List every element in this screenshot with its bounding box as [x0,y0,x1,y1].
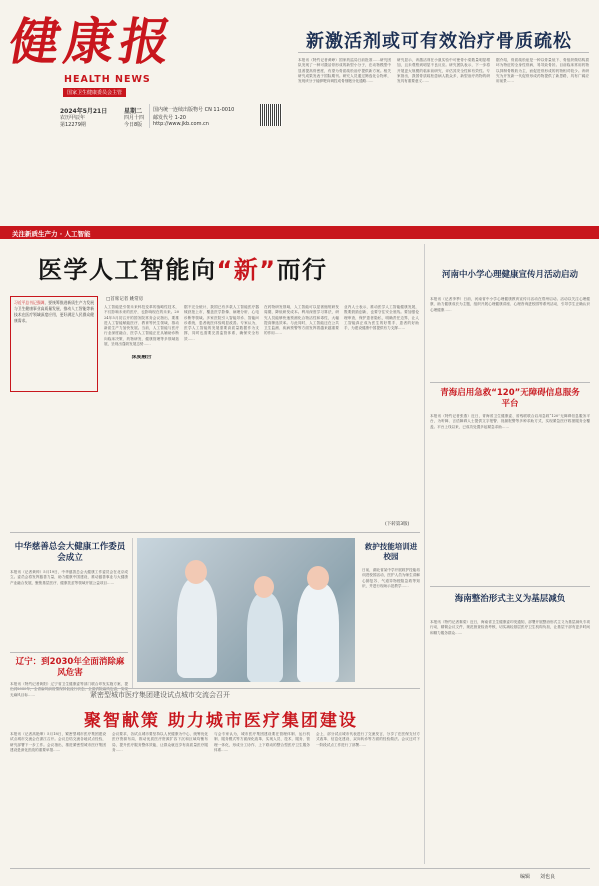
main-headline-pre: 医学人工智能向 [38,256,217,284]
section-banner-label: 关注新质生产力 · 人工智能 [12,230,91,238]
issue-cn: 国内统一连续出版物号 CN 11-0010 [153,107,235,113]
side-title-henan: 河南中小学心理健康宣传月活动启动 [441,270,578,280]
continued-note: (下转第3版) [385,522,410,527]
sidebar-note: 习近平总书记强调 [14,300,45,305]
sidebar-quote-text: 习近平总书记强调，要统筹推进新质生产力发展与卫生健康事业高质量发展，推动人工智能等新技术在医疗领域深度应用，更好满足人民群众健康需求。 [14,300,94,323]
footer-editor-name: 刘也良 [540,874,556,880]
bottom-article-col4: 会上，部分试点城市代表进行了交流发言，分享了在医保支付方式改革、信息化建设、双向转诊等方面的经验做法。会议还对下一阶段试点工作进行了部署…… [316,732,420,747]
bottom-article-col2: 会议要求，各试点城市要坚持以人民健康为中心，统筹优化医疗资源布局，推动优质医疗资源扩容下沉和区域均衡布局，提升医疗服务整体效能，让群众就近享有高质量医疗服务…… [112,732,208,752]
side-article-henan: 本报讯（记者李季）日前，河南省中小学心理健康教育宣传月活动在郑州启动。活动以关注心理健康、助力健康成长为主题，组织开展心理健康讲座、心理咨询进校园等系列活动，引导学生正确认识心理健康…… [430,297,590,312]
bottom-headline: 聚智献策 助力城市医疗集团建设 [84,711,358,731]
top-article-col2: 研究显示，该激活剂在小鼠实验中可使骨小梁数量明显增加，且未观察到明显不良反应。研究团队表示，下一步将开展更大规模的临床前研究，评估其安全性和有效性。专家指出，我国骨质疏松患病人数众多，新型治疗药物的研发具有重要意义…… [397,58,490,84]
issue-lunar-day: 四月十四 [124,115,145,121]
masthead-subtitle: 国家卫生健康委员会主管 [63,88,126,97]
bottom-kicker: 紧密型城市医疗集团建设试点城市交流会召开 [90,691,230,699]
issue-lunar: 农历甲辰年 [60,115,86,121]
masthead-logo: 健康报 [4,12,181,71]
issue-number: 第12279期 [60,122,86,128]
main-headline-word: 新 [233,256,260,284]
issue-postal: 邮发代号 1-20 [153,115,186,121]
photo-caption-title: 救护技能培训进校园 [364,542,418,561]
news-photo [137,538,355,682]
side-title-qinghai: 青海启用急救“120”无障碍信息服务平台 [440,388,580,409]
mid-title-liaoning: 辽宁：到2030年全面消除麻风危害 [15,657,125,678]
bottom-article-col1: 本报讯（记者高艳坤）5月18日，紧密型城市医疗集团建设试点城市交流会在浙江召开。会议总结交流各地试点经验，研究部署下一步工作。会议指出，推进紧密型城市医疗集团建设是深化医改的重要举措…… [10,732,106,752]
main-article-col1: 人工智能是引领未来科技变革的战略性技术，不仅影响未来的医疗，也影响现在的未来。2024年5月初召开的国务院常务会议指出，要推进人工智能赋能医疗、教育等民生领域，推动新质生产力加快发展。当前，人工智能与医疗行业深度融合，医学人工智能正在从辅助诊断向临床决策、药物研发、健康管理等多领域拓展，呈现出蓬勃发展态势…… [104,305,179,347]
footer-editor-label: 编辑 [520,874,531,880]
main-article-col2: 据不完全统计，我国已有多款人工智能医疗器械获批上市，覆盖医学影像、病理分析、心电诊断等领域。多家医院引入智能导诊、智能问诊系统，患者就医体验明显改善。专家认为，医学人工智能的发展需要高质量数据作为支撑，同时也需要完善监管体系，确保安全有效…… [184,305,259,341]
mid-article-liaoning: 本报讯（特约记者黄阳）辽宁省卫生健康委等部门联合印发实施方案，提出到2030年，全省麻风病疫情保持低流行状态，全面消除麻风危害，实现无麻风目标…… [10,682,128,697]
main-headline [38,250,328,285]
side-article-qinghai: 本报讯（特约记者张燕）近日，青海省卫生健康委、省残联联合启用急救“120”无障碍信息服务平台，为听障、言语障碍人士提供文字报警、视频报警等多种求助方式，实现紧急医疗救援服务全覆盖。平台上线以来，已成功处置多起紧急求助…… [430,414,590,429]
issue-weekday: 星期二 [124,108,143,115]
top-article-col3: 据介绍，骨质疏松症是一种以骨量低下、骨组织微结构损坏为特征的全身性骨病，易导致骨折。目前临床常用药物以抑制骨吸收为主，而促进骨形成的药物相对较少。该研究为开发新一代促骨形成药物提供了新思路，具有广阔应用前景…… [496,58,589,84]
mid-title-charity: 中华慈善总会大健康工作委员会成立 [14,542,126,563]
top-headline: 新激活剂或可有效治疗骨质疏松 [306,31,572,52]
photo-caption-text: 日前，湖北省某中学开展救护技能培训进校园活动，医护人员为师生讲解心肺复苏、气道异物梗阻急救等知识，并进行现场示范教学…… [362,568,420,588]
side-title-hainan: 海南整治形式主义为基层减负 [454,594,566,604]
mid-article-charity: 本报讯（记者黄帅）5月19日，中华慈善总会大健康工作委员会在北京成立。委员会将发挥慈善力量，助力健康中国建设，推动慈善事业与大健康产业融合发展，聚焦基层医疗、健康扶贫等领域开展公益项目…… [10,570,128,585]
main-subhead: 深度融合 [131,355,152,360]
qr-code [260,104,282,126]
bottom-article-col3: 与会专家认为，城市医疗集团建设要在管理体制、运行机制、服务模式等方面深化改革，实现人员、技术、服务、管理一体化，形成分工协作、上下联动的整合型医疗卫生服务体系…… [214,732,310,752]
main-headline-post: 而行 [276,256,328,284]
main-article-col4: 业内人士表示，推动医学人工智能健康发展，既要鼓励创新，也要守住安全底线。要加强伦理审查，保护患者隐私，明确责任边界，让人工智能真正成为医生的好帮手、患者的好助手，为建设健康中国提供有力支撑…… [344,305,419,331]
main-headline-quote-open: “ [216,256,234,284]
side-article-hainan: 本报讯（特约记者秦梁）近日，海南省卫生健康委印发通知，部署开展整治形式主义为基层减负专项行动，精简会议文件，规范督查检查考核，切实减轻基层医疗卫生机构负担，让基层干部有更多时间和精力服务群众…… [430,620,590,635]
issue-url: http://www.jkb.com.cn [153,121,209,127]
issue-date: 2024年5月21日 [60,108,108,115]
main-article-col3: 在药物研发领域，人工智能可以显著缩短研发周期，降低研发成本。利用深度学习算法，研究人员能够快速预测化合物活性和毒性，大幅提高筛选效率。与此同时，人工智能还在公共卫生监测、疾病预警等方面发挥着越来越重要的作用…… [264,305,339,336]
main-headline-quote-close: ” [259,256,277,284]
issue-pages: 今日8版 [124,122,143,128]
main-byline: □首席记者 姚常房 [106,297,144,302]
top-article-col1: 本报讯（特约记者黄峥）国家药监局日前批准……研究团队发现了一种可激活骨形成的新型小分子，在动物模型中显著提高骨密度，有望为骨质疏松治疗提供新方案。相关研究成果发表于国际期刊。研究人员通过筛选化合物库，发现该分子能够靶向调控成骨细胞分化通路…… [298,58,391,84]
masthead-english: HEALTH NEWS [64,74,151,85]
